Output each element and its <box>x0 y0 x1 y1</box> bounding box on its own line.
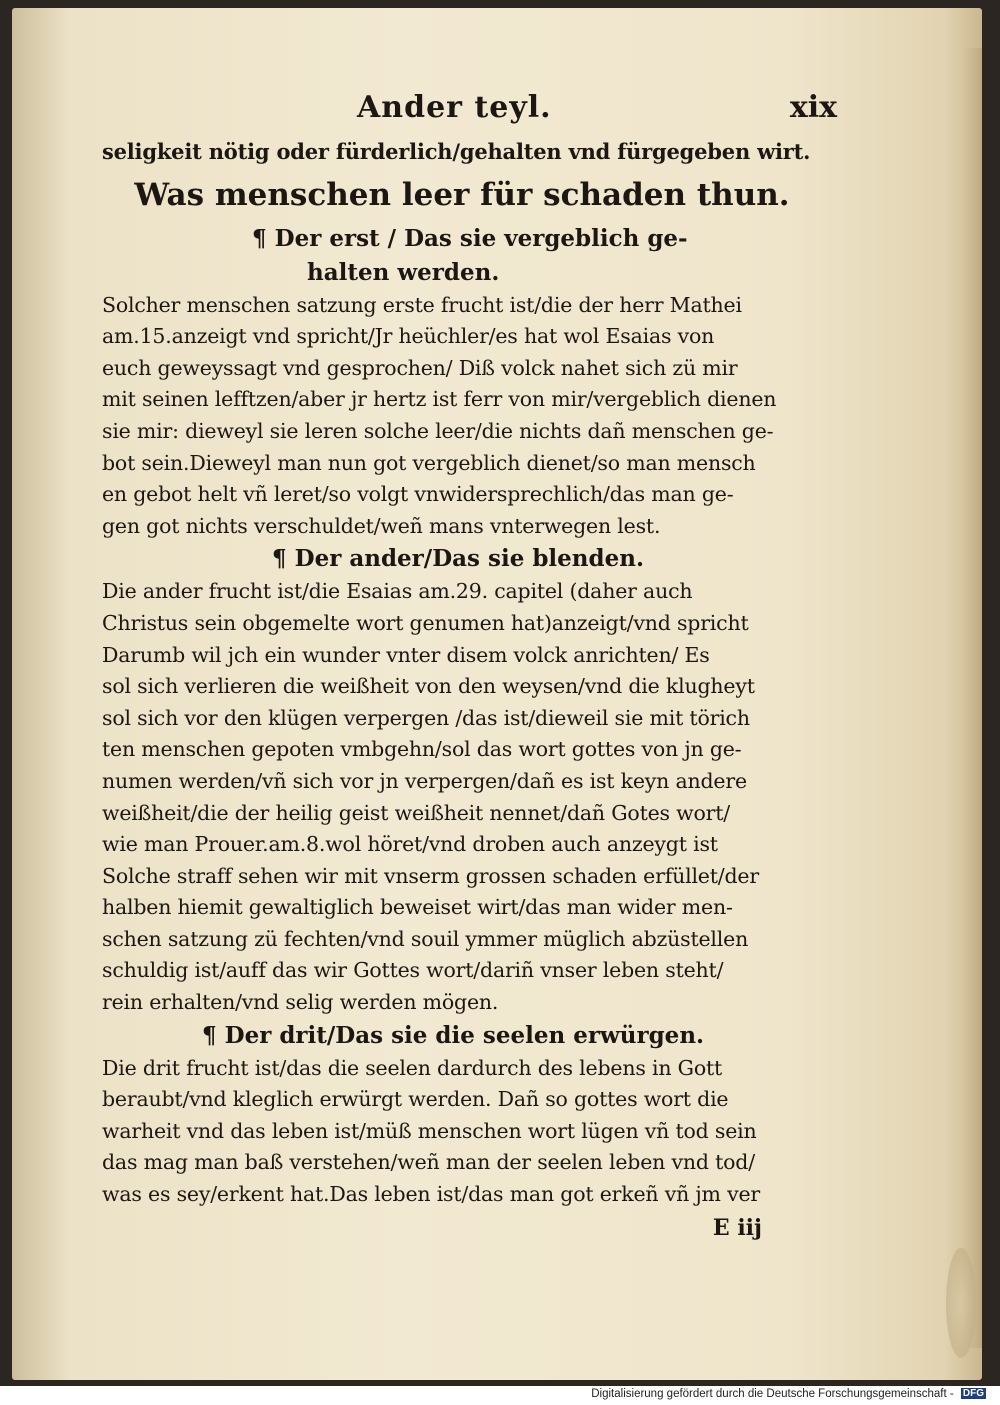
text-line: Die drit frucht ist/das die seelen dardurch des lebens in Gott <box>102 1055 723 1080</box>
text-line: Christus sein obgemelte wort genumen hat)anzeigt/vnd spricht <box>102 610 749 635</box>
text-line: euch geweyssagt vnd gesprochen/ Diß volck nahet sich zü mir <box>102 355 738 380</box>
text-line: am.15.anzeigt vnd spricht/Jr heüchler/es hat wol Esaias von <box>102 324 715 349</box>
text-line: halben hiemit gewaltiglich beweiset wirt/das man wider men- <box>102 895 733 920</box>
text-line: mit seinen lefftzen/aber jr hertz ist ferr von mir/vergeblich dienen <box>102 387 777 412</box>
text-line: warheit vnd das leben ist/müß menschen wort lügen vñ tod sein <box>102 1118 757 1143</box>
text-line: ten menschen gepoten vmbgehn/sol das wort gottes von jn ge- <box>102 737 742 762</box>
funding-footer <box>591 1388 986 1400</box>
book-page <box>12 8 982 1380</box>
text-line: Solche straff sehen wir mit vnserm grossen schaden erfüllet/der <box>102 863 759 888</box>
running-head <box>102 86 837 136</box>
running-title: Ander teyl. <box>357 90 552 125</box>
section-title: ¶ Der drit/Das sie die seelen erwürgen. <box>202 1021 705 1049</box>
text-line: Darumb wil jch ein wunder vnter disem volck anrichten/ Es <box>102 642 710 667</box>
text-line: schen satzung zü fechten/vnd souil ymmer müglich abzüstellen <box>102 926 749 951</box>
text-line: en gebot helt vñ leret/so volgt vnwidersprechlich/das man ge- <box>102 482 734 507</box>
section-title: ¶ Der ander/Das sie blenden. <box>272 545 644 573</box>
text-line: wie man Prouer.am.8.wol höret/vnd droben auch anzeygt ist <box>102 832 718 857</box>
text-line: sol sich vor den klügen verpergen /das ist/dieweil sie mit törich <box>102 705 750 730</box>
text-line: schuldig ist/auff das wir Gottes wort/dariñ vnser leben steht/ <box>102 958 724 983</box>
text-line: Solcher menschen satzung erste frucht ist/die der herr Mathei <box>102 292 742 317</box>
text-line: was es sey/erkent hat.Das leben ist/das man got erkeñ vñ jm ver <box>102 1182 761 1207</box>
chapter-heading: Was menschen leer für schaden thun. <box>134 176 790 213</box>
text-line: das mag man baß verstehen/weñ man der seelen leben vnd tod/ <box>102 1150 755 1175</box>
dfg-logo: DFG <box>962 1388 984 1400</box>
section-title: ¶ Der erst / Das sie vergeblich ge- <box>252 224 688 252</box>
page-edge <box>960 48 982 1348</box>
text-block <box>102 86 837 1245</box>
text-line: rein erhalten/vnd selig werden mögen. <box>102 990 499 1015</box>
folio-number: xix <box>789 90 837 125</box>
text-line: beraubt/vnd kleglich erwürgt werden. Dañ so gottes wort die <box>102 1087 729 1112</box>
text-line: sol sich verlieren die weißheit von den weysen/vnd die klugheyt <box>102 674 755 699</box>
text-line: numen werden/vñ sich vor jn verpergen/dañ es ist keyn andere <box>102 768 747 793</box>
signature-mark: E iij <box>712 1214 762 1241</box>
text-line: weißheit/die der heilig geist weißheit nennet/dañ Gotes wort/ <box>102 800 731 825</box>
footer-text: Digitalisierung gefördert durch die Deutsche Forschungsgemeinschaft - <box>591 1388 954 1400</box>
page-fold <box>946 1248 976 1358</box>
text-line: gen got nichts verschuldet/weñ mans vnterwegen lest. <box>102 513 661 538</box>
text-line: sie mir: dieweyl sie leren solche leer/die nichts dañ menschen ge- <box>102 418 774 443</box>
section-title-continued: halten werden. <box>307 258 500 286</box>
text-line: bot sein.Dieweyl man nun got vergeblich dienet/so man mensch <box>102 450 756 475</box>
text-line: seligkeit nötig oder fürderlich/gehalten vnd fürgegeben wirt. <box>102 139 811 164</box>
text-line: Die ander frucht ist/die Esaias am.29. capitel (daher auch <box>102 579 693 604</box>
